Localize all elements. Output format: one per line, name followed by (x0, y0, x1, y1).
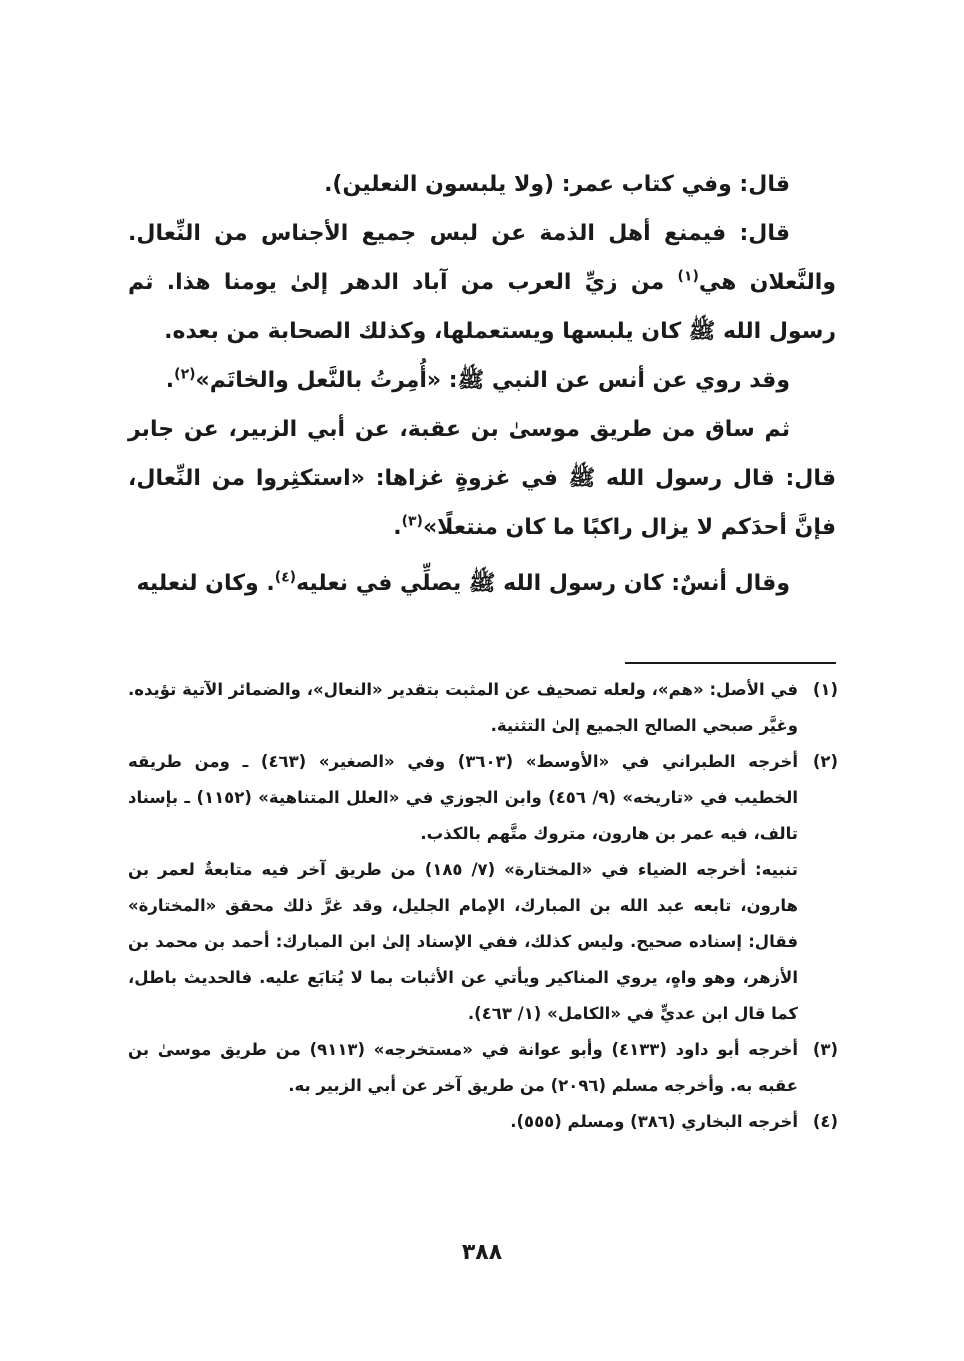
footnote-ref-3: (٣) (401, 513, 423, 530)
paragraph-5-text-a: وقال أنسٌ: كان رسول الله ﷺ يصلِّي في نعليه (296, 571, 790, 596)
paragraph-2 (128, 209, 836, 356)
footnote-ref-4: (٤) (274, 569, 297, 586)
footnote-ref-1: (١) (677, 268, 699, 285)
footnote-text (128, 672, 798, 744)
paragraph-4 (128, 405, 836, 552)
footnote-number: (٣) (812, 1040, 838, 1059)
footnote-3 (128, 1032, 838, 1104)
footnote-paragraph: تنبيه: أخرجه الضياء في «المختارة» (٧/ ١٨٥) من طريق آخر فيه متابعةٌ لعمر بن هارون، تابعه عبد الله بن المبارك، الإمام الجليل، وقد غرَّ ذلك محقق «المختارة» فقال: إسناده صحيح. وليس كذلك، ففي الإسناد إلىٰ ابن المبارك: أحمد بن محمد بن الأزهر، وهو واهٍ، يروي المناكير ويأتي عن الأثبات بما لا يُتابَع عليه. فالحديث باطل، كما قال ابن عديٍّ في «الكامل» (١/ ٤٦٣). (128, 860, 798, 1023)
footnote-4 (128, 1104, 838, 1140)
footnotes (128, 672, 838, 1140)
paragraph-5 (128, 559, 836, 608)
footnote-text (128, 744, 798, 1032)
footnote-number: (٢) (812, 752, 838, 771)
footnote-number: (١) (812, 680, 838, 699)
footnote-separator (625, 662, 836, 664)
paragraph-2-text-b: من زيِّ العرب من آباد الدهر إلىٰ يومنا هذا. ثم رسول الله ﷺ كان يلبسها ويستعملها، وكذلك الصحابة من بعده. (128, 270, 836, 344)
paragraph-2-text-a: قال: فيمنع أهل الذمة عن لبس جميع الأجناس من النِّعال. والنَّعلان هي (128, 221, 837, 295)
paragraph-4-text-b: . (393, 515, 402, 540)
footnote-text (128, 1032, 798, 1104)
paragraph-3-text-b: . (165, 368, 175, 393)
footnote-1 (128, 672, 838, 744)
footnote-ref-2: (٢) (174, 366, 196, 383)
footnote-number: (٤) (812, 1112, 838, 1131)
footnote-paragraph: أخرجه الطبراني في «الأوسط» (٣٦٠٣) وفي «الصغير» (٤٦٣) ـ ومن طريقه الخطيب في «تاريخه» (٩/ ٤٥٦) وابن الجوزي في «العلل المتناهية» (١١٥٢) ـ بإسناد تالف، فيه عمر بن هارون، متروك متَّهم بالكذب. (128, 752, 799, 843)
page-number: ٣٨٨ (461, 1240, 503, 1265)
footnote-paragraph: في الأصل: «هم»، ولعله تصحيف عن المثبت بتقدير «النعال»، والضمائر الآتية تؤيده. وغيَّر صبحي الصالح الجميع إلىٰ التثنية. (128, 680, 798, 735)
footnote-2 (128, 744, 838, 1032)
footnote-paragraph: أخرجه أبو داود (٤١٣٣) وأبو عوانة في «مستخرجه» (٩١١٣) من طريق موسىٰ بن عقبه به. وأخرجه مسلم (٢٠٩٦) من طريق آخر عن أبي الزبير به. (128, 1040, 799, 1095)
footnote-text (128, 1104, 798, 1140)
paragraph-3-text-a: وقد روي عن أنس عن النبي ﷺ: «أُمِرتُ بالنَّعل والخاتَم» (195, 368, 790, 393)
paragraph-3 (128, 356, 836, 405)
paragraph-1: قال: وفي كتاب عمر: (ولا يلبسون النعلين). (324, 172, 790, 197)
paragraph-5-text-b: . وكان لنعليه (136, 571, 275, 596)
footnote-paragraph: أخرجه البخاري (٣٨٦) ومسلم (٥٥٥). (510, 1112, 798, 1131)
paragraph-4-text-a: ثم ساق من طريق موسىٰ بن عقبة، عن أبي الزبير، عن جابر قال: قال رسول الله ﷺ في غزوةٍ غزاها: «استكثِروا من النِّعال، فإنَّ أحدَكم لا يزال راكبًا ما كان منتعلًا» (128, 417, 836, 540)
main-text (128, 160, 836, 608)
